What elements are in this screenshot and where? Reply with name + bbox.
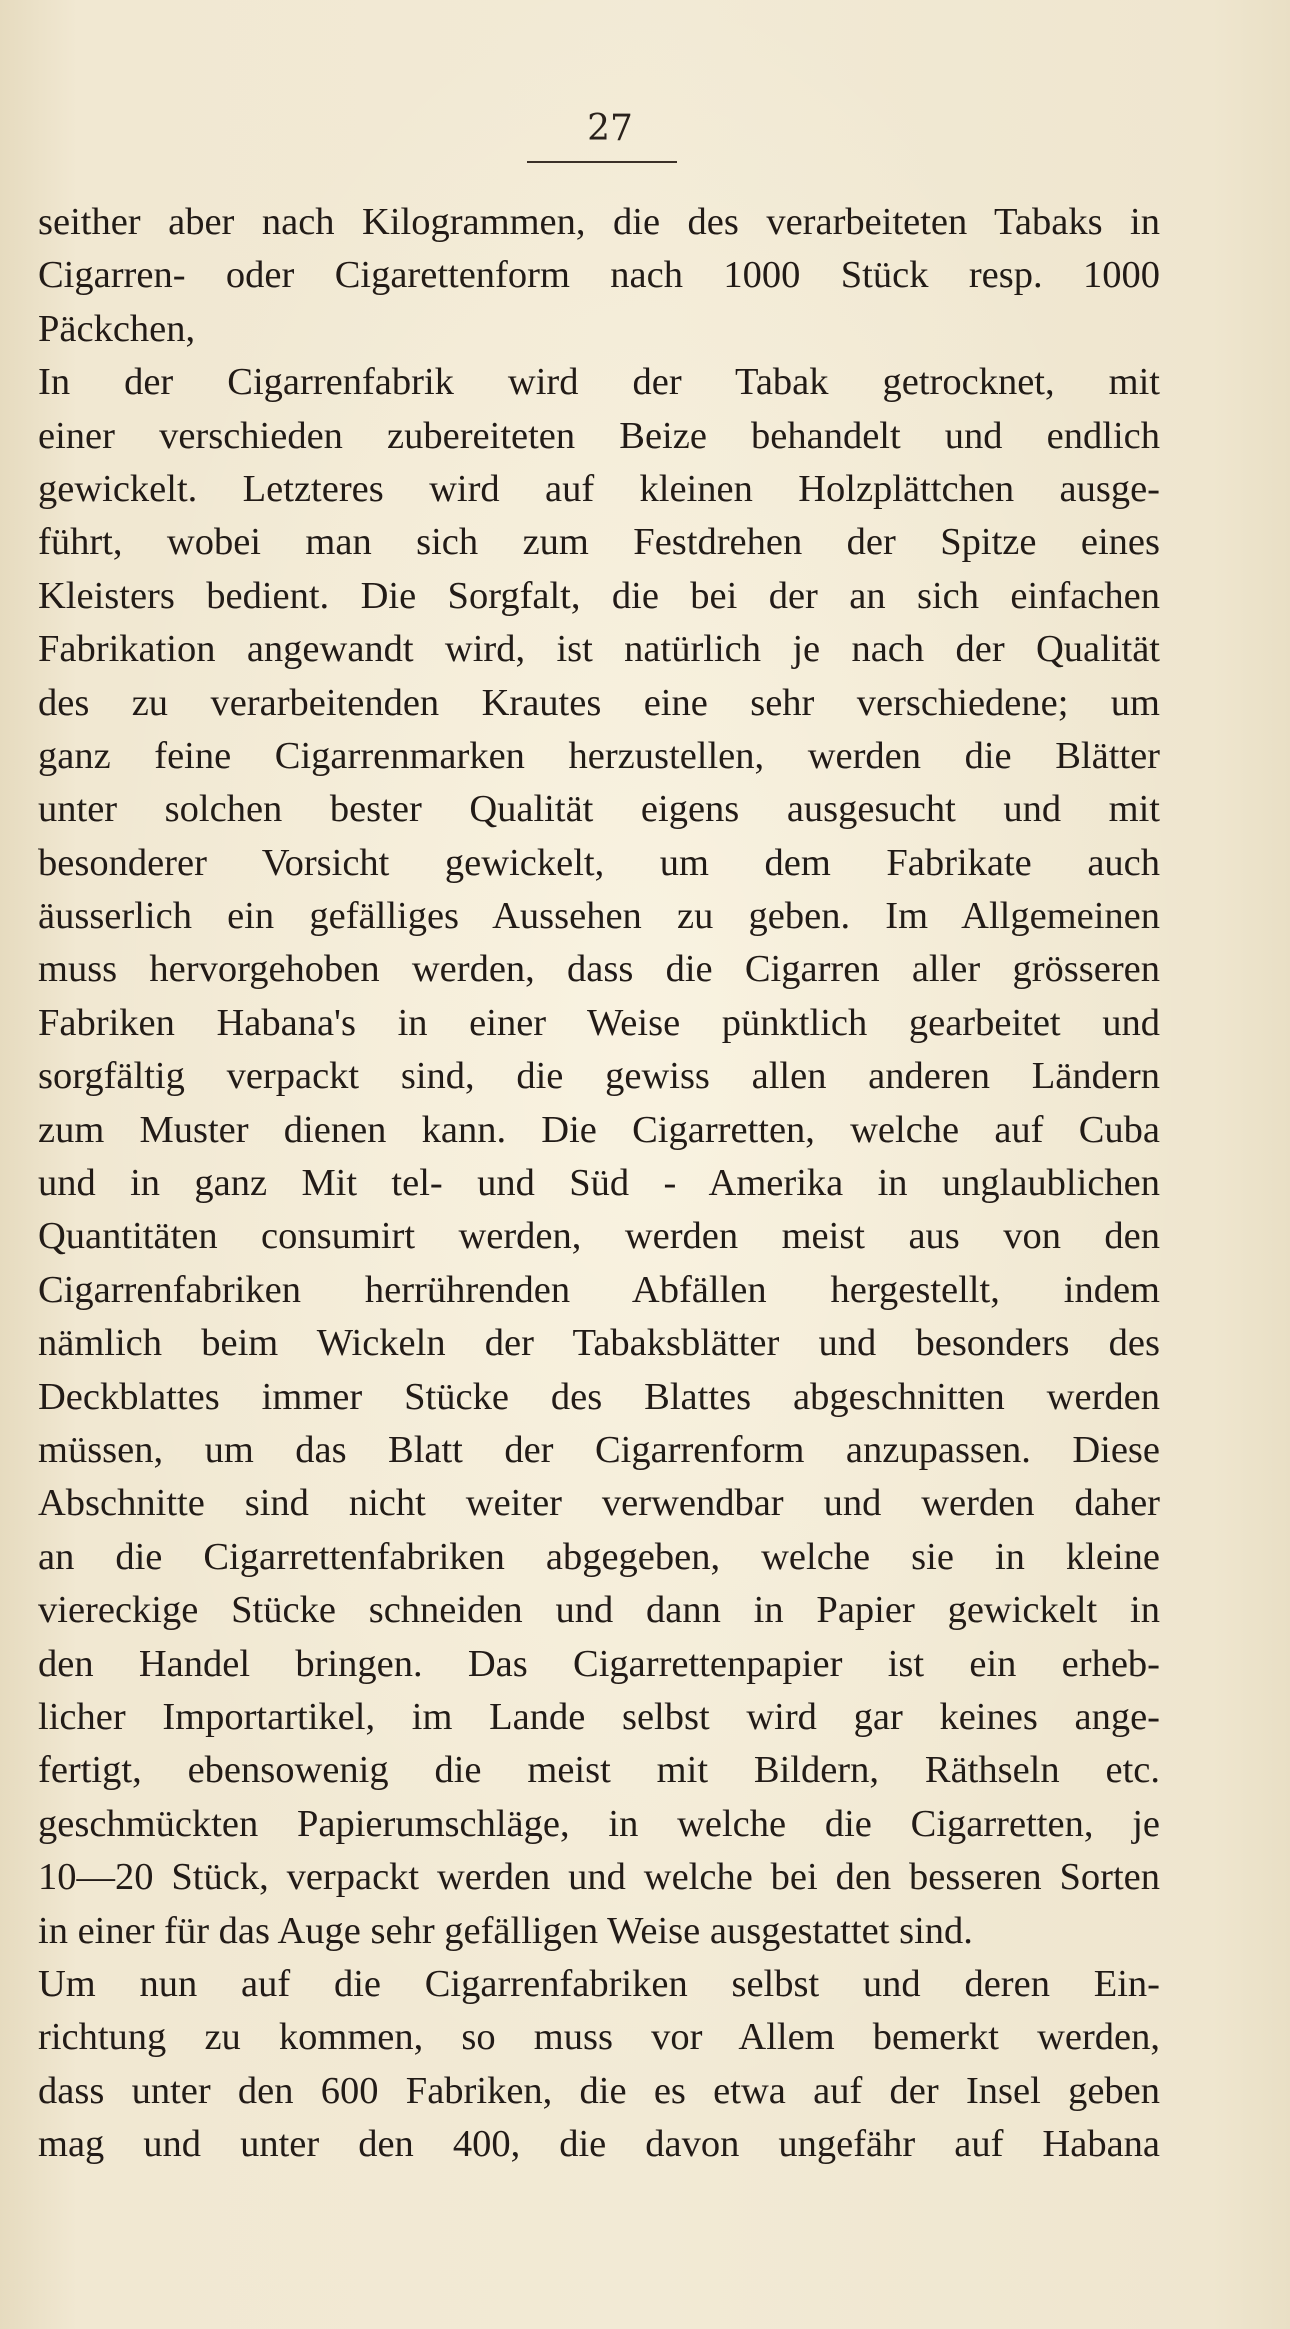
text-line: in einer für das Auge sehr gefälligen Weise ausgestattet sind.	[38, 1909, 973, 1952]
text-line: muss hervorgehoben werden, dass die Cigarren aller grösseren	[38, 948, 1160, 991]
text-line: Päckchen,	[38, 307, 196, 350]
header-rule	[527, 161, 677, 163]
text-line: äusserlich ein gefälliges Aussehen zu geben. Im Allgemeinen	[38, 895, 1160, 938]
text-line: In der Cigarrenfabrik wird der Tabak getrocknet, mit	[38, 361, 1160, 404]
text-line: Abschnitte sind nicht weiter verwendbar und werden daher	[38, 1482, 1160, 1525]
text-line: Um nun auf die Cigarrenfabriken selbst und deren Ein-	[38, 1962, 1160, 2005]
text-line: viereckige Stücke schneiden und dann in Papier gewickelt in	[38, 1589, 1160, 1632]
text-line: Quantitäten consumirt werden, werden meist aus von den	[38, 1215, 1160, 1258]
text-line: licher Importartikel, im Lande selbst wird gar keines ange-	[38, 1695, 1160, 1738]
text-line: Fabrikation angewandt wird, ist natürlich je nach der Qualität	[38, 628, 1160, 671]
text-line: an die Cigarrettenfabriken abgegeben, welche sie in kleine	[38, 1535, 1160, 1578]
text-line: Cigarrenfabriken herrührenden Abfällen hergestellt, indem	[38, 1268, 1160, 1311]
text-line: mag und unter den 400, die davon ungefähr auf Habana	[38, 2123, 1160, 2166]
text-line: Fabriken Habana's in einer Weise pünktlich gearbeitet und	[38, 1001, 1160, 1044]
text-line: dass unter den 600 Fabriken, die es etwa auf der Insel geben	[38, 2069, 1160, 2112]
text-line: einer verschieden zubereiteten Beize behandelt und endlich	[38, 414, 1160, 457]
text-line: führt, wobei man sich zum Festdrehen der Spitze eines	[38, 521, 1160, 564]
text-line: den Handel bringen. Das Cigarrettenpapier ist ein erheb-	[38, 1642, 1160, 1685]
text-line: des zu verarbeitenden Krautes eine sehr verschiedene; um	[38, 681, 1160, 724]
text-line: seither aber nach Kilogrammen, die des verarbeiteten Tabaks in	[38, 201, 1160, 243]
text-line: zum Muster dienen kann. Die Cigarretten, welche auf Cuba	[38, 1108, 1160, 1151]
text-line: ganz feine Cigarrenmarken herzustellen, werden die Blätter	[38, 734, 1160, 777]
text-line: unter solchen bester Qualität eigens ausgesucht und mit	[38, 788, 1160, 831]
text-line: Deckblattes immer Stücke des Blattes abgeschnitten werden	[38, 1375, 1160, 1418]
text-line: Cigarren- oder Cigarettenform nach 1000 Stück resp. 1000	[38, 254, 1160, 297]
text-line: richtung zu kommen, so muss vor Allem bemerkt werden,	[38, 2016, 1160, 2059]
text-line: nämlich beim Wickeln der Tabaksblätter und besonders des	[38, 1322, 1160, 1365]
text-line: geschmückten Papierumschläge, in welche die Cigarretten, je	[38, 1802, 1160, 1845]
text-line: 10—20 Stück, verpackt werden und welche bei den besseren Sorten	[38, 1856, 1160, 1899]
body-text	[38, 196, 1160, 2171]
page-number: 27	[587, 108, 633, 149]
text-line: Kleisters bedient. Die Sorgfalt, die bei der an sich einfachen	[38, 574, 1160, 617]
text-line: besonderer Vorsicht gewickelt, um dem Fabrikate auch	[38, 841, 1160, 884]
text-line: und in ganz Mit tel- und Süd - Amerika in unglaublichen	[38, 1162, 1160, 1205]
text-line: müssen, um das Blatt der Cigarrenform anzupassen. Diese	[38, 1428, 1160, 1471]
text-line: gewickelt. Letzteres wird auf kleinen Holzplättchen ausge-	[38, 467, 1160, 510]
text-line: sorgfältig verpackt sind, die gewiss allen anderen Ländern	[38, 1055, 1160, 1098]
text-line: fertigt, ebensowenig die meist mit Bildern, Räthseln etc.	[38, 1749, 1160, 1792]
